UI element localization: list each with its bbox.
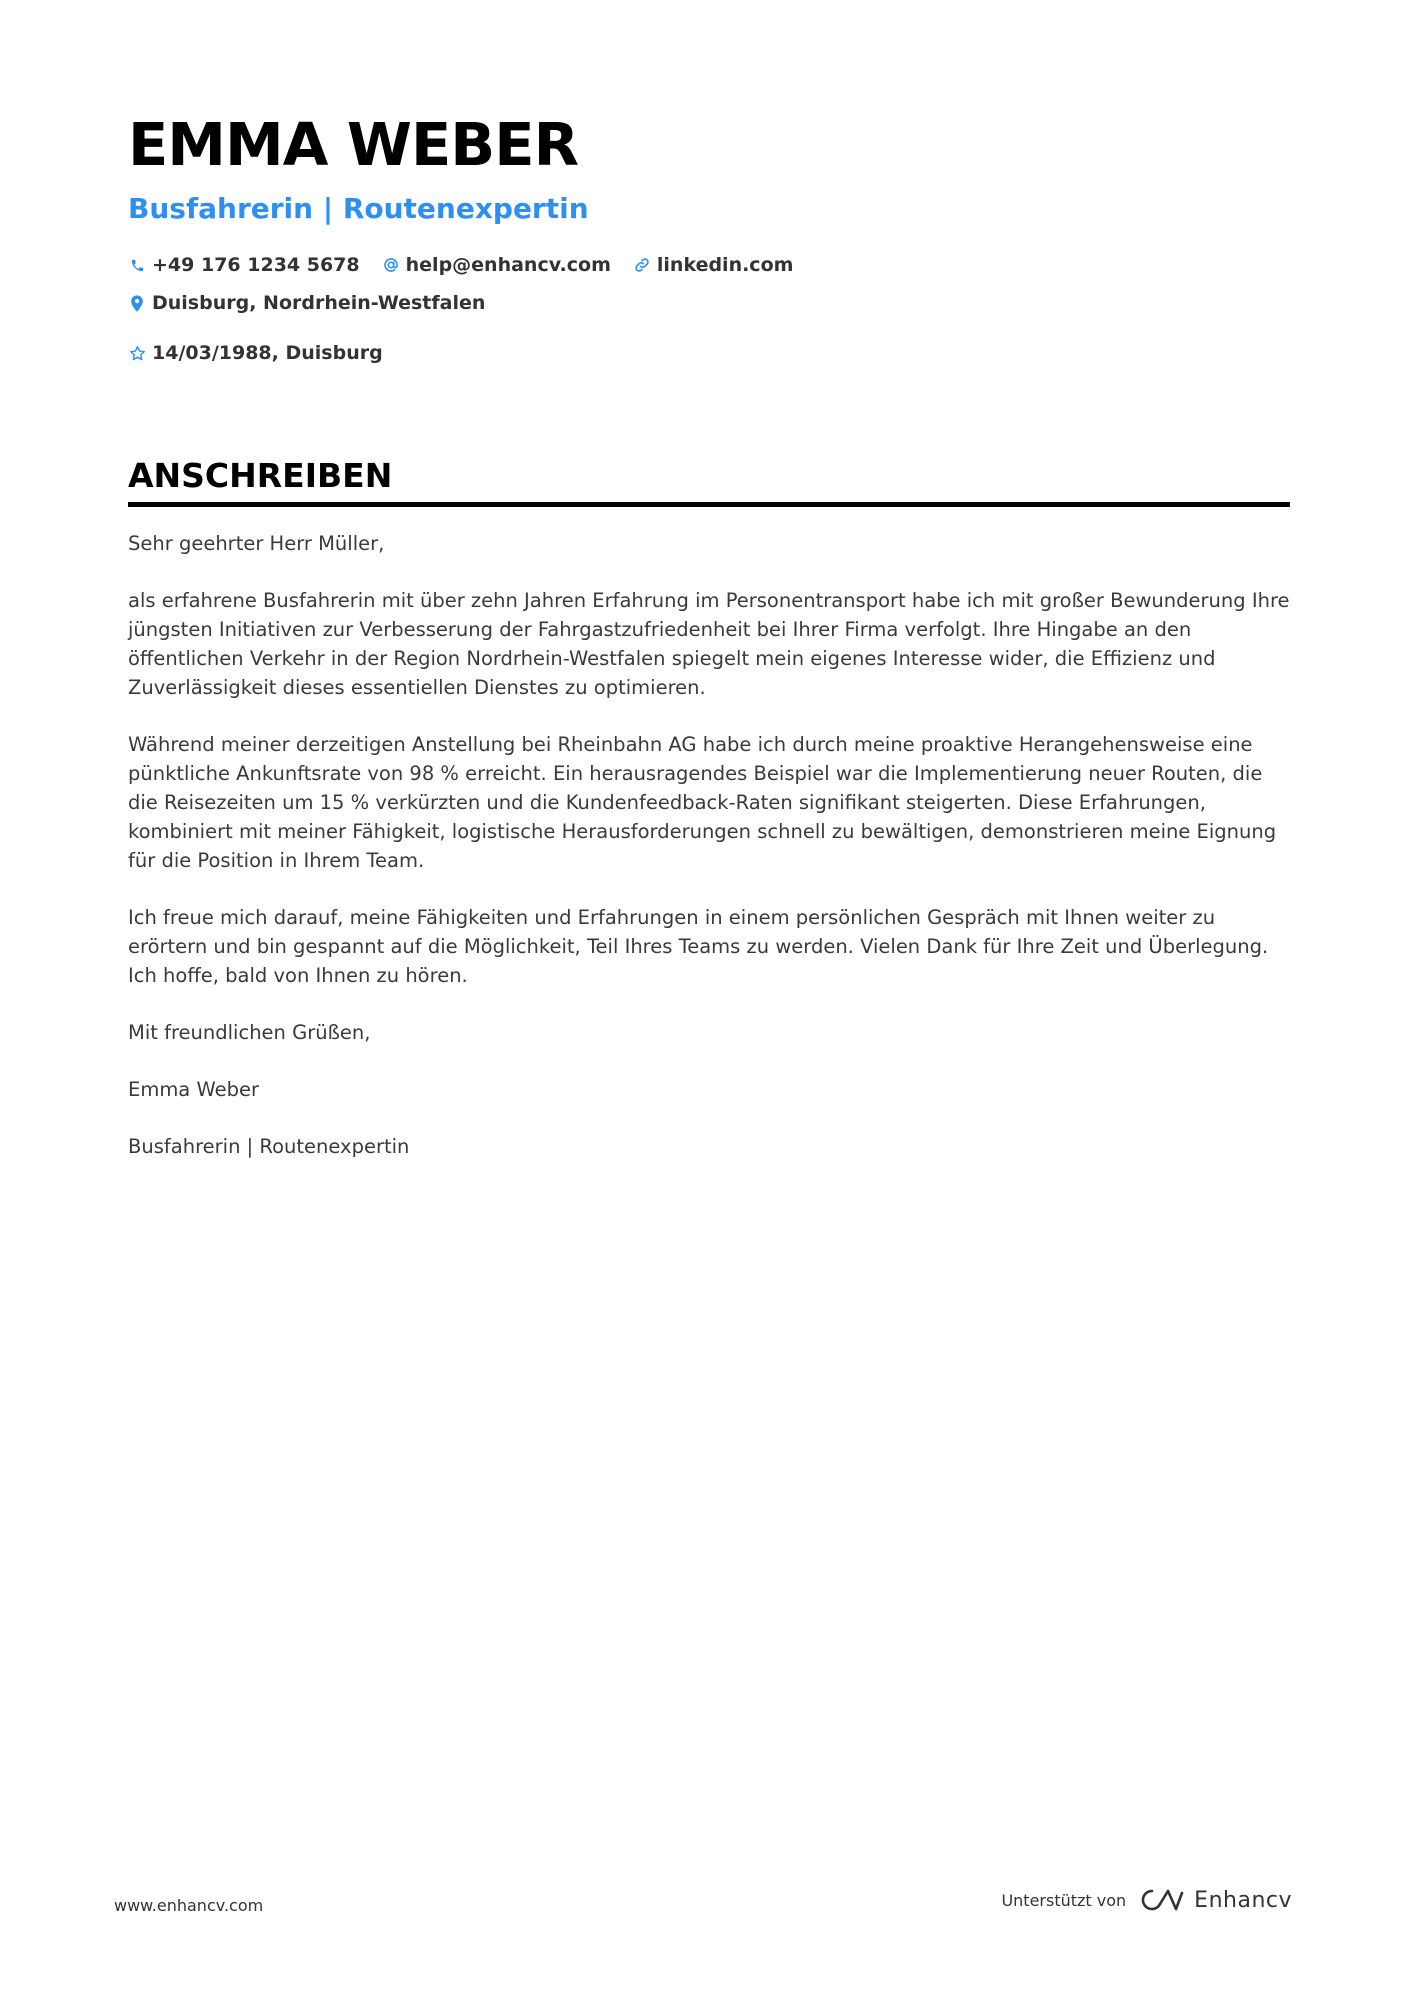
applicant-name: EMMA WEBER: [128, 110, 579, 179]
enhancv-logo-icon: [1138, 1887, 1184, 1913]
powered-by-label: Unterstützt von: [1001, 1890, 1127, 1910]
letter-closing: Mit freundlichen Grüßen,: [128, 1021, 371, 1044]
contact-phone: [128, 252, 360, 278]
letter-paragraph: Während meiner derzeitigen Anstellung bei Rheinbahn AG habe ich durch meine proaktive Herangehensweise eine pünktliche Ankunftsrate von 98 % erreicht. Ein herausragendes Beispiel war die Implementierung neuer Routen, die die Reisezeiten um 15 % verkürzten und die Kundenfeedback-Raten signifikant steigerten. Diese Erfahrungen, kombiniert mit meiner Fähigkeit, logistische Herausforderungen schnell zu bewältigen, demonstrieren meine Eignung für die Position in Ihrem Team.: [128, 733, 1277, 872]
enhancv-brand[interactable]: [1138, 1887, 1292, 1913]
phone-icon: [128, 256, 146, 274]
contact-location: [128, 290, 485, 316]
contact-email-text: help@enhancv.com: [405, 254, 611, 276]
contact-info: [128, 252, 1148, 366]
contact-location-text: Duisburg, Nordrhein-Westfalen: [152, 292, 486, 314]
letter-salutation: Sehr geehrter Herr Müller,: [128, 532, 385, 555]
applicant-title: Busfahrerin | Routenexpertin: [128, 192, 589, 225]
link-icon: [633, 256, 651, 274]
brand-name: Enhancv: [1194, 1887, 1292, 1913]
contact-linkedin-text: linkedin.com: [656, 254, 794, 276]
star-icon: [128, 344, 146, 362]
location-pin-icon: [128, 294, 146, 312]
contact-phone-text: +49 176 1234 5678: [152, 254, 360, 276]
signature-title: Busfahrerin | Routenexpertin: [128, 1135, 410, 1158]
footer-branding: [1001, 1887, 1292, 1913]
footer-website[interactable]: www.enhancv.com: [114, 1896, 264, 1915]
letter-paragraph: als erfahrene Busfahrerin mit über zehn Jahren Erfahrung im Personentransport habe ich mit großer Bewunderung Ihre jüngsten Initiativen zur Verbesserung der Fahrgastzufriedenheit bei Ihrer Firma verfolgt. Ihre Hingabe an den öffentlichen Verkehr in der Region Nordrhein-Westfalen spiegelt mein eigenes Interesse wider, die Effizienz und Zuverlässigkeit dieses essentiellen Dienstes zu optimieren.: [128, 589, 1290, 699]
letter-body: [128, 529, 1290, 1161]
signature-name: Emma Weber: [128, 1078, 259, 1101]
at-icon: [382, 256, 400, 274]
contact-birth: [128, 340, 383, 366]
contact-birth-text: 14/03/1988, Duisburg: [152, 342, 383, 364]
cover-letter-page: [128, 110, 1290, 1189]
section-heading: ANSCHREIBEN: [128, 456, 1290, 507]
contact-linkedin[interactable]: [633, 252, 794, 278]
contact-email[interactable]: [382, 252, 611, 278]
letter-paragraph: Ich freue mich darauf, meine Fähigkeiten und Erfahrungen in einem persönlichen Gespräch mit Ihnen weiter zu erörtern und bin gespannt auf die Möglichkeit, Teil Ihres Teams zu werden. Vielen Dank für Ihre Zeit und Überlegung. Ich hoffe, bald von Ihnen zu hören.: [128, 906, 1269, 987]
